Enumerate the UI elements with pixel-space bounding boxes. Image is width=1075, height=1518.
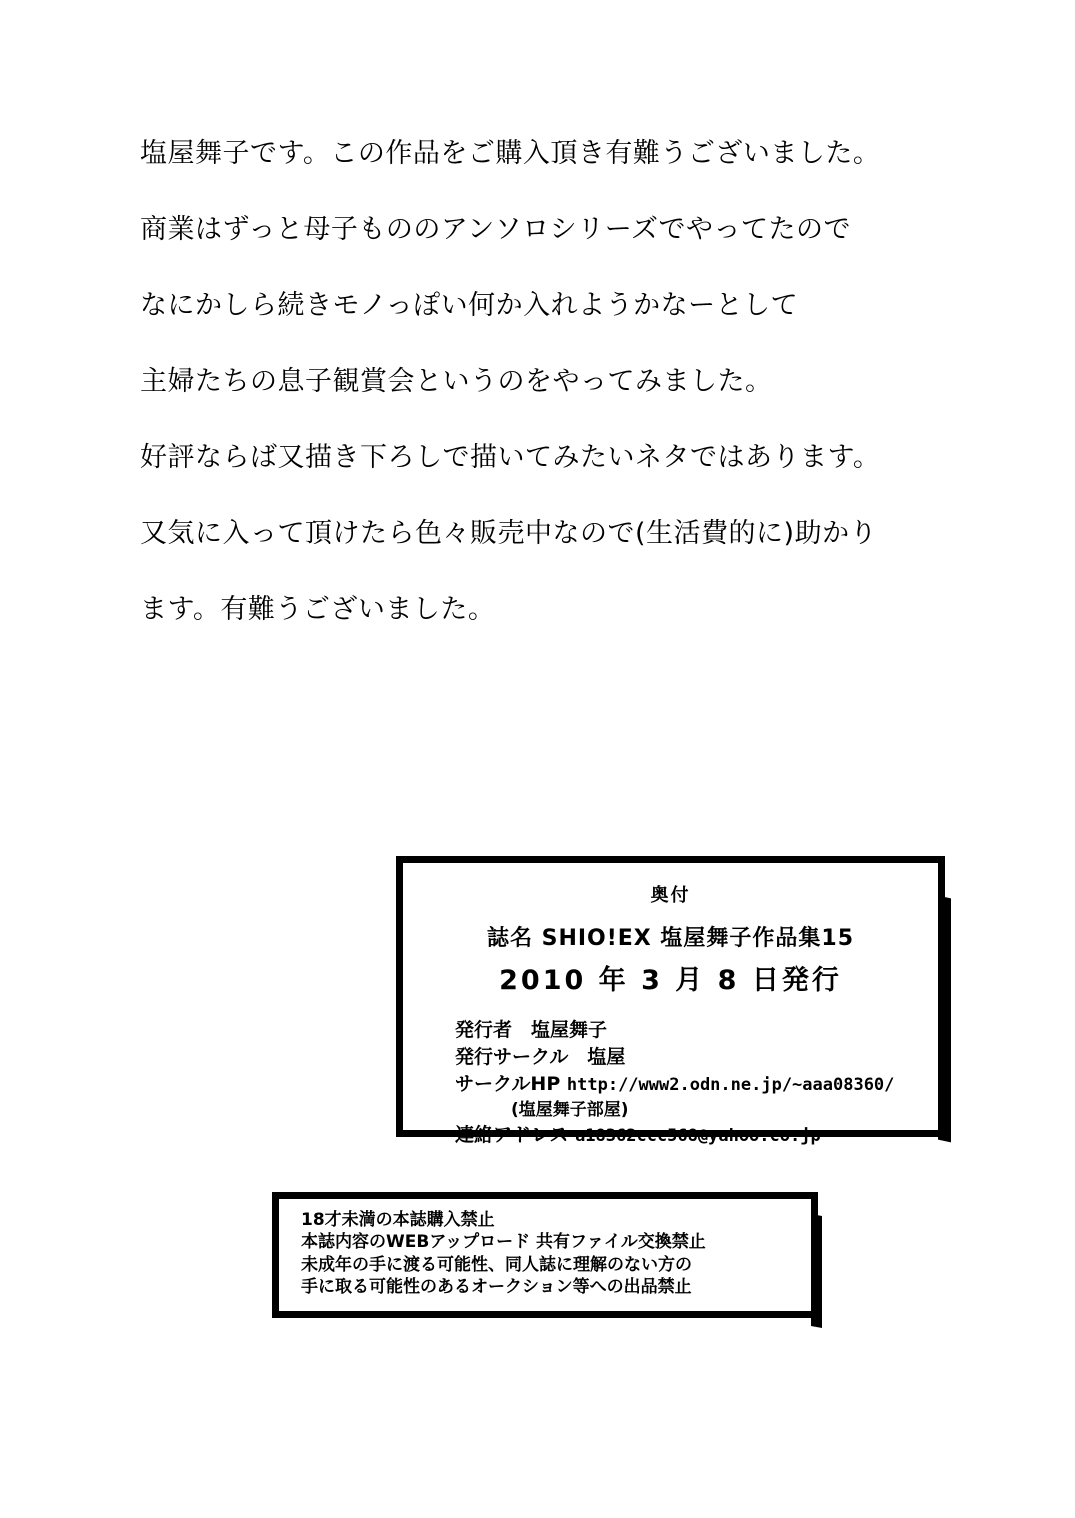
colophon-circle: 発行サークル 塩屋	[455, 1045, 626, 1068]
afterword-line: ます。有難うございました。	[140, 594, 496, 625]
colophon-homepage-label: サークルHP	[455, 1072, 561, 1095]
colophon-homepage-row	[455, 1071, 938, 1098]
colophon-box-shadow	[938, 896, 951, 1143]
warning-box	[272, 1192, 818, 1318]
afterword-line: 主婦たちの息子観賞会というのをやってみました。	[140, 366, 773, 397]
colophon-title: 奥付	[650, 885, 691, 906]
colophon-homepage-url: http://www2.odn.ne.jp/~aaa08360/	[566, 1074, 895, 1095]
afterword-line: なにかしら続きモノっぽい何か入れようかなーとして	[140, 290, 799, 321]
colophon-magazine-title: 誌名 SHIO!EX 塩屋舞子作品集15	[486, 926, 855, 951]
afterword-line: 商業はずっと母子もののアンソロシリーズでやってたので	[140, 214, 851, 245]
colophon-box	[396, 856, 945, 1147]
colophon-contact-row	[455, 1122, 938, 1149]
afterword-line: 好評ならば又描き下ろしで描いてみたいネタではあります。	[140, 442, 881, 473]
afterword-line: 塩屋舞子です。この作品をご購入頂き有難うございました。	[140, 138, 881, 169]
colophon-contact-address: a18362ccc568@yahoo.co.jp	[575, 1126, 821, 1147]
colophon-publisher: 発行者 塩屋舞子	[455, 1019, 608, 1041]
colophon-homepage-note: (塩屋舞子部屋)	[511, 1099, 629, 1120]
afterword-line: 又気に入って頂けたら色々販売中なので(生活費的に)助かり	[140, 518, 878, 549]
colophon-contact-label: 連絡アドレス	[455, 1124, 569, 1147]
warning-line: 18才未満の本誌購入禁止	[301, 1210, 495, 1230]
warning-line: 未成年の手に渡る可能性、同人誌に理解のない方の	[301, 1254, 692, 1275]
warning-line: 手に取る可能性のあるオークション等への出品禁止	[301, 1277, 692, 1298]
colophon-publish-date: 2010 年 3 月 8 日発行	[499, 965, 842, 996]
afterword-text-block	[140, 140, 960, 672]
warning-line: 本誌内容のWEBアップロード 共有ファイル交換禁止	[301, 1232, 706, 1253]
warning-box-shadow	[811, 1214, 822, 1328]
